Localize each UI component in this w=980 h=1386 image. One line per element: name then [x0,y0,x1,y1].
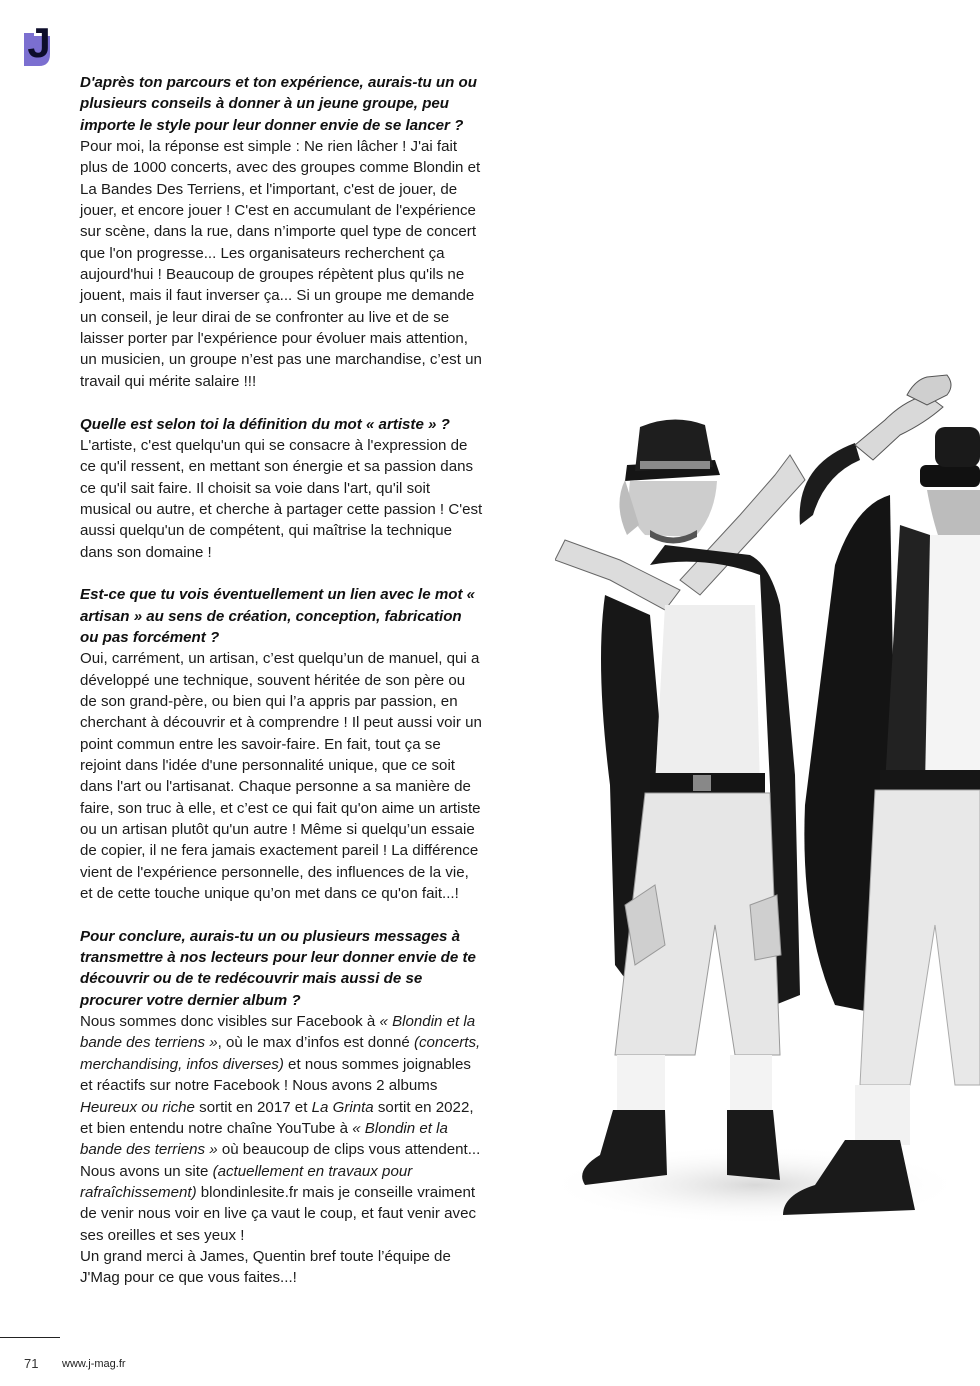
question: Pour conclure, aurais-tu un ou plusieurs messages à transmettre à nos lecteurs pour leur donner envie de te découvrir ou de te redécouvrir mais aussi de se procurer votre dernier album ? [80,927,476,1009]
logo-letter: J [27,22,51,66]
question: Est-ce que tu vois éventuellement un lien avec le mot « artisan » au sens de création, conception, fabrication ou pas forcément ? [80,586,476,646]
qa-block [80,72,484,392]
answer: Oui, carrément, un artisan, c’est quelqu’un de manuel, qui a développé une technique, souvent héritée de son père ou de son grand-père, ou bien qui l’a appris par passion, en cherchant à découvrir et à comprendre ! Il peut aussi voir un point commun entre les savoir-faire. En fait, tout ça se rejoint dans l'idée d'une personnalité unique, que ce soit dans l'art ou l'artisanat. Chaque personne a sa manière de faire, son truc à elle, et c’est ce qui fait qu'on aime un artiste ou un artisan plutôt qu'un autre ! Même si quelqu’un essaie de copier, il ne fera jamais exactement pareil ! La différence vient de l'expérience personnelle, des influences de la vie, et de cette touche unique qu’on met dans ce qu'on fait...! [80,650,482,903]
magazine-logo [24,22,54,66]
musician-right [783,375,980,1215]
interview-text [80,72,484,1289]
musician-left [555,419,805,1185]
question: Quelle est selon toi la définition du mot « artiste » ? [80,415,450,433]
qa-block-closing [80,926,484,1289]
thanks-line: Un grand merci à James, Quentin bref toute l’équipe de J'Mag pour ce que vous faites...! [80,1247,451,1287]
answer: Nous sommes donc visibles sur Facebook à « Blondin et la bande des terriens », où le max d’infos est donné (concerts, merchandising, infos diverses) et nous sommes joignables et réactifs sur notre Facebook ! Nous avons 2 albums Heureux ou riche sortit en 2017 et La Grinta sortit en 2022, et bien entendu notre chaîne YouTube à « Blondin et la bande des terriens » où beaucoup de clips vous attendent... Nous avons un site (actuellement en travaux pour rafraîchissement) blondinlesite.fr mais je conseille vraiment de venir nous voir en live ça vaut le coup, et faut venir avec ses oreilles et ses yeux ! [80,1013,481,1244]
qa-block [80,584,484,904]
band-photo [555,365,980,1225]
qa-block [80,414,484,563]
footer-rule [0,1337,60,1338]
answer: L'artiste, c'est quelqu'un qui se consacre à l'expression de ce qu'il ressent, en mettant son énergie et sa passion dans ce qu'il sait faire. Il choisit sa voie dans l'art, qu'il soit musical ou autre, et cherche à partager cette passion ! C'est aussi quelqu'un de compétent, qui maîtrise la technique dans son domaine ! [80,436,483,561]
question: D'après ton parcours et ton expérience, aurais-tu un ou plusieurs conseils à donner à un jeune groupe, peu importe le style pour leur donner envie de se lancer ? [80,74,477,134]
page-number: 71 [24,1356,39,1371]
answer: Pour moi, la réponse est simple : Ne rien lâcher ! J'ai fait plus de 1000 concerts, avec des groupes comme Blondin et La Bandes Des Terriens, et l'important, c'est de jouer, de jouer, et encore jouer ! C'est en accumulant de l'expérience sur scène, dans la rue, dans n’importe quel type de concert que l'on progresse... Les organisateurs recherchent ça aujourd'hui ! Beaucoup de groupes répètent plus qu'ils ne jouent, mais il faut inverser ça... Si un groupe me demande un conseil, je leur dirai de se confronter au live et de se laisser porter par l'expérience pour évoluer mais attention, un musicien, un groupe n’est pas une marchandise, c’est un travail qui mérite salaire !!! [80,138,482,390]
website-url: www.j-mag.fr [62,1358,126,1370]
